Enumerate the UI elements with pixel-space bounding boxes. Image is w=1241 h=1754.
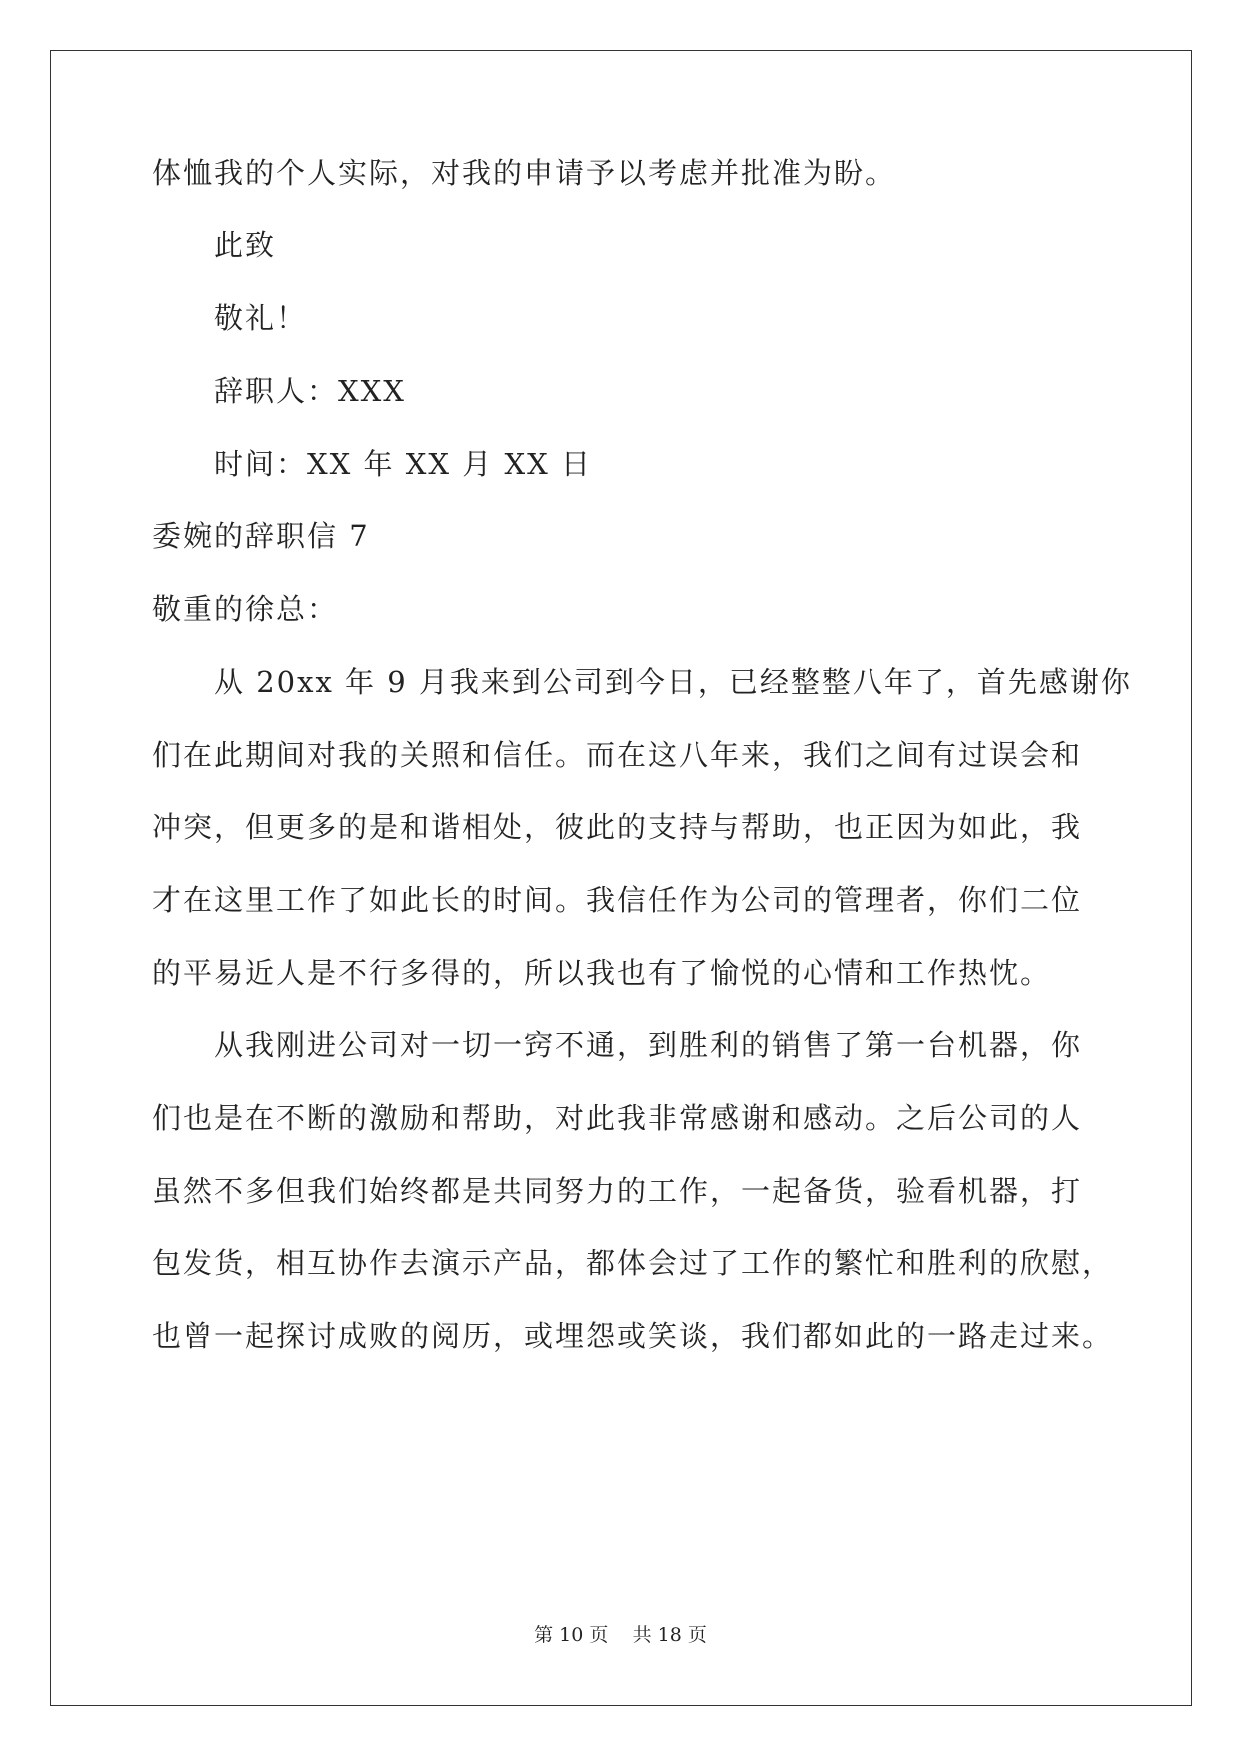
signature-line: 辞职人：XXX — [214, 374, 406, 408]
text-line: 的平易近人是不行多得的，所以我也有了愉悦的心情和工作热忱。 — [152, 956, 1052, 990]
text-line: 冲突，但更多的是和谐相处，彼此的支持与帮助，也正因为如此，我 — [152, 810, 1083, 844]
text-line: 体恤我的个人实际，对我的申请予以考虑并批准为盼。 — [152, 156, 897, 190]
closing-salutation: 此致 — [214, 228, 277, 262]
text-line: 包发货，相互协作去演示产品，都体会过了工作的繁忙和胜利的欣慰， — [152, 1246, 1114, 1280]
page-number: 第 10 页 — [534, 1624, 609, 1646]
page-total: 共 18 页 — [632, 1624, 707, 1646]
page-footer — [0, 1622, 1241, 1648]
text-line: 才在这里工作了如此长的时间。我信任作为公司的管理者，你们二位 — [152, 883, 1083, 917]
date-line: 时间：XX 年 XX 月 XX 日 — [214, 447, 592, 481]
text-line: 们也是在不断的激励和帮助，对此我非常感谢和感动。之后公司的人 — [152, 1101, 1083, 1135]
section-title: 委婉的辞职信 7 — [152, 519, 370, 553]
closing-regards: 敬礼！ — [214, 301, 308, 335]
text-line: 从我刚进公司对一切一窍不通，到胜利的销售了第一台机器，你 — [214, 1028, 1083, 1062]
text-line: 虽然不多但我们始终都是共同努力的工作，一起备货，验看机器，打 — [152, 1174, 1083, 1208]
text-line: 从 20xx 年 9 月我来到公司到今日，已经整整八年了，首先感谢你 — [214, 665, 1132, 699]
footer-spacer — [608, 1624, 632, 1646]
text-line: 也曾一起探讨成败的阅历，或埋怨或笑谈，我们都如此的一路走过来。 — [152, 1319, 1114, 1353]
text-line: 们在此期间对我的关照和信任。而在这八年来，我们之间有过误会和 — [152, 738, 1083, 772]
greeting: 敬重的徐总： — [152, 592, 339, 626]
